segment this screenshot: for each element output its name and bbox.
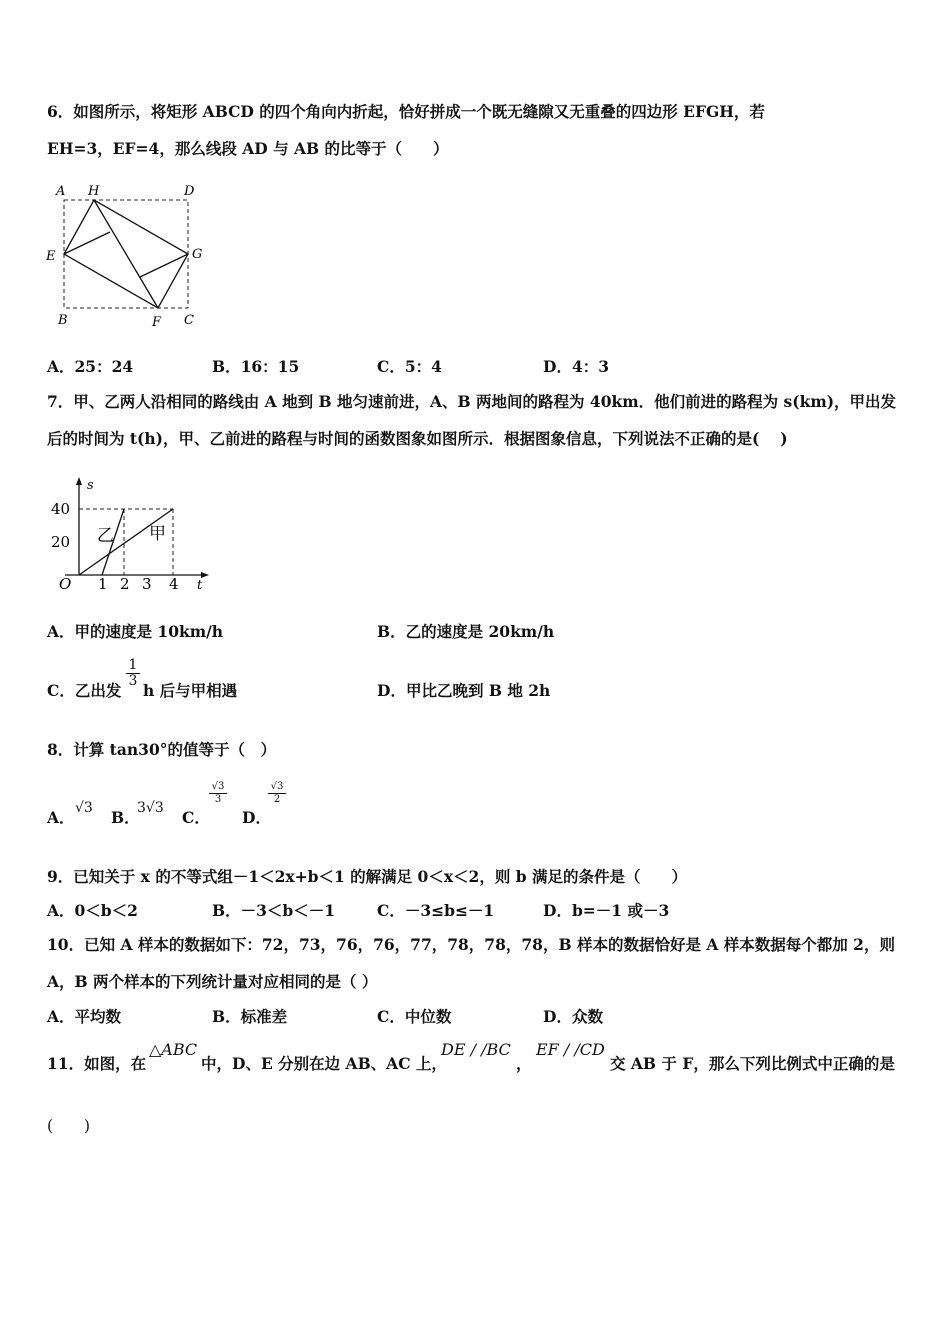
q6-option-d: D．4：3 [543, 357, 610, 376]
label-h: H [88, 184, 100, 199]
origin-label: O [59, 575, 72, 593]
fraction-denominator: 2 [268, 793, 286, 806]
s-axis-label: s [87, 478, 94, 493]
q8-option-a-value: √3 [75, 800, 93, 816]
q7-option-c-fraction [126, 658, 140, 689]
q8-option-c-label: C． [182, 808, 210, 827]
fraction-numerator: √3 [270, 781, 284, 792]
q10-option-b: B．标准差 [212, 1007, 288, 1026]
label-a: A [56, 184, 66, 199]
fold-line-3 [140, 254, 188, 277]
q6-option-b: B．16：15 [212, 357, 300, 376]
q8-option-d-label: D． [242, 808, 271, 827]
jia-line-label: 甲 [149, 524, 166, 544]
q11-triangle-abc: △ABC [149, 1040, 198, 1059]
x-tick-3: 3 [142, 575, 152, 593]
q7-option-c-prefix: C．乙出发 [47, 681, 122, 700]
q8-stem: 8．计算 tan30°的值等于（ ） [47, 740, 276, 759]
label-d: D [184, 184, 195, 199]
fraction-numerator: √3 [211, 781, 225, 792]
y-tick-20: 20 [51, 533, 71, 551]
q7-option-c-suffix: h 后与甲相遇 [143, 681, 238, 700]
label-c: C [184, 313, 194, 328]
q7-distance-time-graph [45, 475, 215, 595]
q7-option-b: B．乙的速度是 20km/h [377, 622, 555, 641]
q7-option-a: A．甲的速度是 10km/h [47, 622, 224, 641]
fraction-denominator: 3 [209, 793, 227, 806]
fold-line-1 [64, 232, 110, 254]
q10-stem-line1: 10．已知 A 样本的数据如下：72，73，76，76，77，78，78，78，B 样本的数据恰好是 A 样本数据每个都加 2，则 [47, 935, 895, 954]
q9-stem: 9．已知关于 x 的不等式组－1＜2x+b＜1 的解满足 0＜x＜2，则 b 满足的条件是（ ） [47, 867, 687, 886]
x-tick-4: 4 [169, 575, 179, 593]
label-e: E [46, 249, 56, 264]
fraction-denominator: 3 [126, 673, 140, 689]
q6-stem-line2: EH=3，EF=4，那么线段 AD 与 AB 的比等于（ ） [47, 139, 449, 158]
fold-line-2 [94, 200, 158, 308]
q6-stem-line1: 6．如图所示，将矩形 ABCD 的四个角向内折起，恰好拼成一个既无缝隙又无重叠的四边形 EFGH，若 [47, 102, 765, 121]
q11-stem-prefix: 11．如图，在 [47, 1054, 147, 1073]
q9-option-d: D．b=－1 或－3 [543, 901, 670, 920]
q8-option-b-label: B． [111, 808, 140, 827]
q11-condition-de-bc: DE / /BC [441, 1040, 511, 1059]
q10-option-a: A．平均数 [47, 1007, 122, 1026]
q11-stem-suffix: 交 AB 于 F，那么下列比例式中正确的是 [610, 1054, 895, 1073]
q11-answer-paren: ( ) [47, 1117, 91, 1135]
q8-option-d-fraction [268, 781, 286, 806]
q10-option-d: D．众数 [543, 1007, 603, 1026]
t-axis-label: t [197, 578, 203, 593]
q7-stem-line1: 7．甲、乙两人沿相同的路线由 A 地到 B 地匀速前进，A、B 两地间的路程为 40km．他们前进的路程为 s(km)，甲出发 [47, 392, 897, 411]
q6-option-c: C．5：4 [377, 357, 442, 376]
fraction-numerator: 1 [128, 657, 138, 673]
q11-stem-mid: 中，D、E 分别在边 AB、AC 上， [201, 1054, 447, 1073]
q6-option-a: A．25：24 [47, 357, 134, 376]
q10-option-c: C．中位数 [377, 1007, 452, 1026]
y-axis-arrow [76, 477, 82, 485]
x-tick-1: 1 [98, 575, 108, 593]
q11-condition-ef-cd: EF / /CD [536, 1040, 605, 1059]
label-b: B [58, 313, 68, 328]
label-g: G [192, 247, 203, 262]
label-f: F [152, 315, 162, 330]
q6-rectangle-figure [40, 178, 215, 333]
q9-option-c: C．－3≤b≤－1 [377, 901, 495, 920]
q8-option-b-value: 3√3 [137, 800, 164, 816]
q7-option-d: D．甲比乙晚到 B 地 2h [377, 681, 551, 700]
yi-line-label: 乙 [97, 526, 114, 546]
q11-comma: ， [516, 1054, 532, 1073]
x-tick-2: 2 [120, 575, 130, 593]
y-tick-40: 40 [51, 500, 71, 518]
q10-stem-line2: A，B 两个样本的下列统计量对应相同的是（ ） [47, 972, 378, 991]
q9-option-b: B．－3＜b＜－1 [212, 901, 336, 920]
q8-option-c-fraction [209, 781, 227, 806]
q9-option-a: A．0＜b＜2 [47, 901, 138, 920]
q8-option-a-label: A． [47, 808, 75, 827]
q7-stem-line2: 后的时间为 t(h)，甲、乙前进的路程与时间的函数图象如图所示．根据图象信息，下列说法不正确的是( ) [47, 429, 788, 448]
